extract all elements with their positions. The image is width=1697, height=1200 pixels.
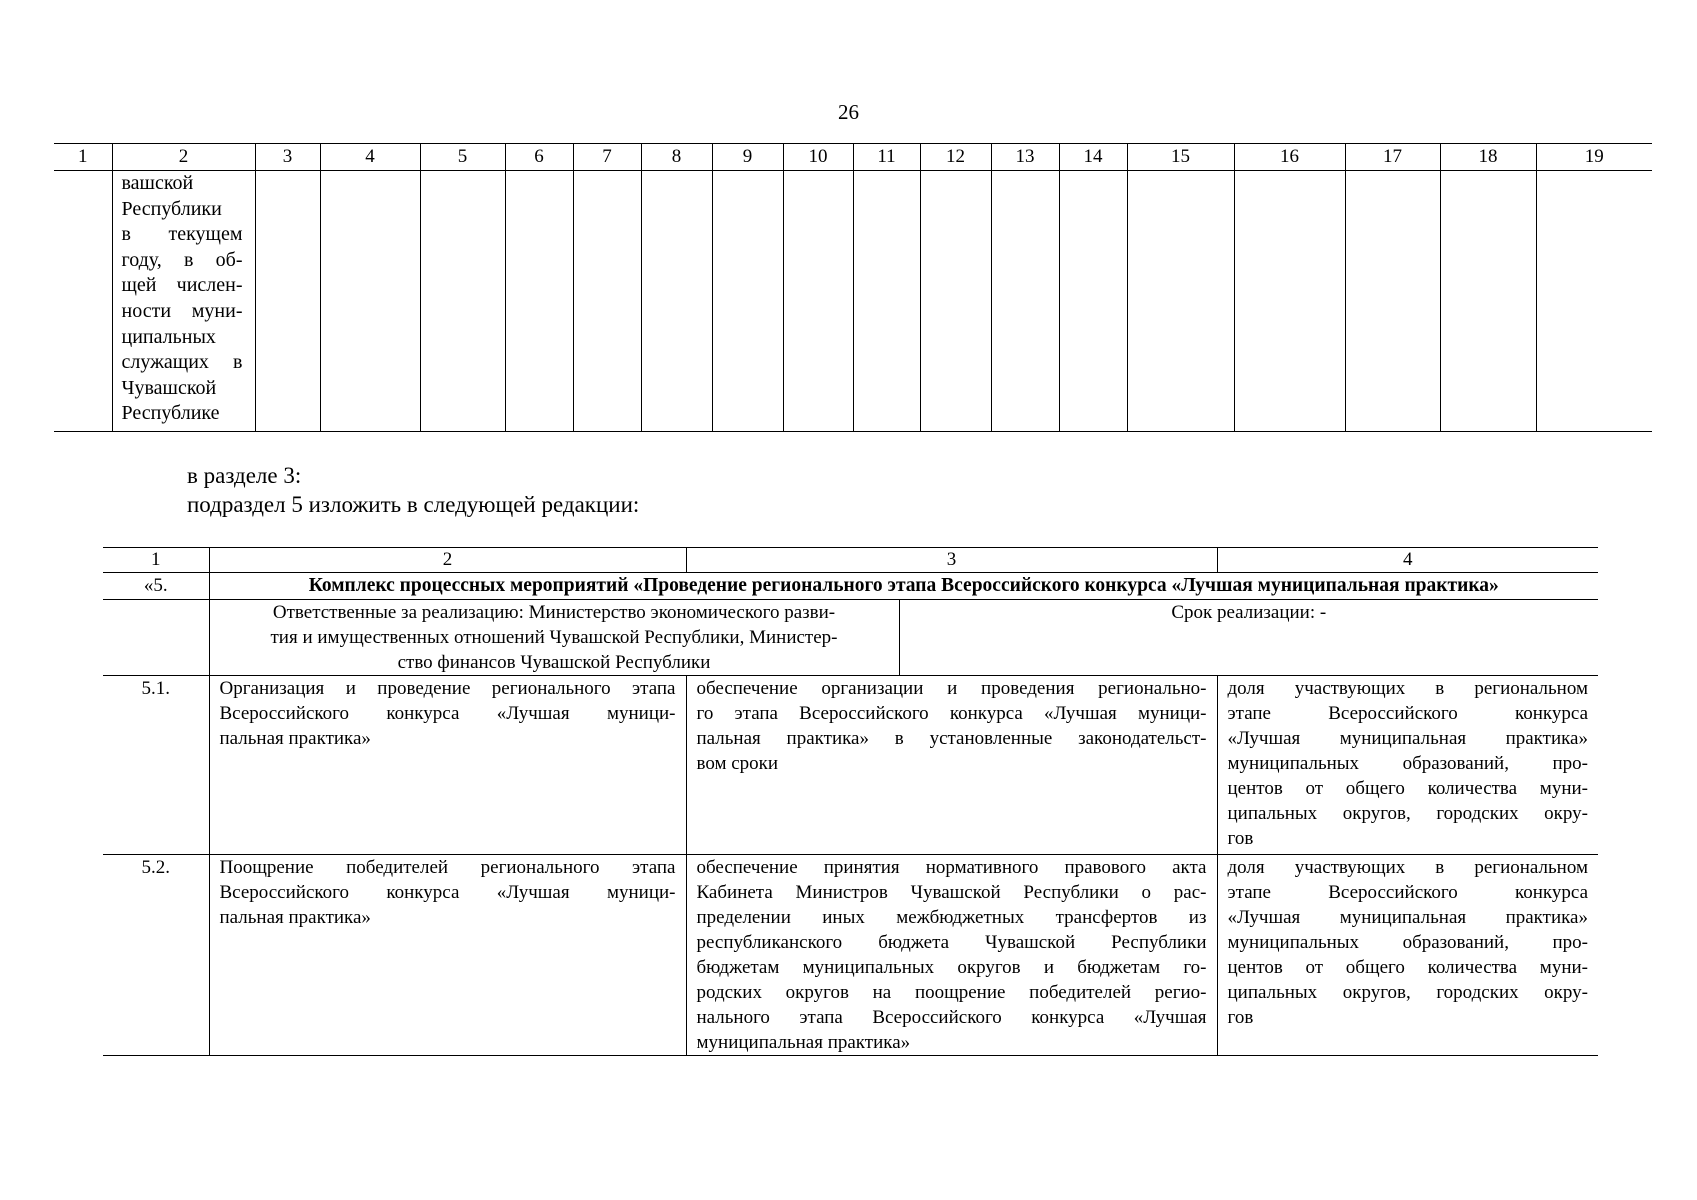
column-number: 9 bbox=[712, 144, 783, 171]
text-line: Ответственные за реализацию: Министерство экономического разви- bbox=[272, 602, 836, 623]
amendment-text bbox=[187, 461, 639, 519]
table-cell bbox=[712, 171, 783, 432]
table-cell-indicator-name bbox=[112, 171, 255, 432]
column-number: 11 bbox=[853, 144, 920, 171]
table-row bbox=[103, 676, 1598, 855]
text-line: пальная практика» в установленные законодательст- bbox=[696, 728, 1207, 749]
table-cell bbox=[1345, 171, 1440, 432]
text-line: ности муни- bbox=[121, 299, 243, 322]
text-line: доля участвующих в региональном bbox=[1227, 678, 1588, 699]
column-number: 3 bbox=[686, 548, 1217, 573]
responsible-split bbox=[210, 600, 1599, 675]
text-line: Республике bbox=[121, 402, 220, 425]
text-line: ство финансов Чувашской Республики bbox=[397, 652, 711, 673]
table-cell bbox=[1059, 171, 1127, 432]
column-number: 7 bbox=[573, 144, 641, 171]
text-line: ципальных округов, городских окру- bbox=[1227, 803, 1588, 824]
table-cell bbox=[420, 171, 505, 432]
table-header-row bbox=[54, 144, 1652, 171]
text-line: вашской bbox=[121, 172, 194, 194]
column-number: 13 bbox=[991, 144, 1059, 171]
text-line: служащих в bbox=[121, 351, 243, 374]
text-line: Кабинета Министров Чувашской Республики о рас- bbox=[696, 882, 1207, 903]
table-cell bbox=[1440, 171, 1536, 432]
text-line: тия и имущественных отношений Чувашской Республики, Министер- bbox=[270, 627, 838, 648]
text-line: ципальных bbox=[121, 325, 216, 348]
table-cell bbox=[641, 171, 712, 432]
text-line: этапе Всероссийского конкурса bbox=[1227, 882, 1588, 903]
text-line: в текущем bbox=[121, 223, 243, 246]
indicator-cell bbox=[1217, 676, 1598, 855]
table-cell bbox=[1234, 171, 1345, 432]
page-number: 26 bbox=[838, 100, 859, 124]
text-line: щей числен- bbox=[121, 274, 243, 297]
task-cell bbox=[209, 676, 686, 855]
table-cell bbox=[54, 171, 112, 432]
table-header-row bbox=[103, 548, 1598, 573]
table-cell bbox=[1536, 171, 1652, 432]
column-number: 1 bbox=[103, 548, 209, 573]
responsible-executors bbox=[210, 600, 900, 675]
column-number: 2 bbox=[112, 144, 255, 171]
complex-title: Комплекс процессных мероприятий «Проведение регионального этапа Всероссийского конкурса «Лучшая муниципальная практика» bbox=[209, 573, 1598, 600]
text-line: родских округов на поощрение победителей регио- bbox=[696, 982, 1207, 1003]
row-number: 5.1. bbox=[103, 676, 209, 855]
task-cell bbox=[209, 855, 686, 1056]
text-line: центов от общего количества муни- bbox=[1227, 957, 1588, 978]
column-number: 12 bbox=[920, 144, 991, 171]
column-number: 14 bbox=[1059, 144, 1127, 171]
text-line: этапе Всероссийского конкурса bbox=[1227, 703, 1588, 724]
text-line: обеспечение принятия нормативного правового акта bbox=[696, 857, 1207, 878]
table-cell bbox=[783, 171, 853, 432]
table-cell bbox=[853, 171, 920, 432]
table-row bbox=[54, 171, 1652, 432]
table-cell bbox=[255, 171, 320, 432]
text-line: республиканского бюджета Чувашской Республики bbox=[696, 932, 1207, 953]
column-number: 18 bbox=[1440, 144, 1536, 171]
table-cell bbox=[505, 171, 573, 432]
text-line: Поощрение победителей регионального этапа bbox=[219, 857, 676, 878]
column-number: 8 bbox=[641, 144, 712, 171]
text-line: «Лучшая муниципальная практика» bbox=[1227, 907, 1588, 928]
text-line: Чувашской bbox=[121, 376, 217, 399]
column-number: 10 bbox=[783, 144, 853, 171]
column-number: 16 bbox=[1234, 144, 1345, 171]
table-cell bbox=[991, 171, 1059, 432]
table-cell bbox=[1127, 171, 1234, 432]
text-line: бюджетам муниципальных округов и бюджетам го- bbox=[696, 957, 1207, 978]
column-number: 5 bbox=[420, 144, 505, 171]
column-number: 4 bbox=[320, 144, 420, 171]
responsible-cell bbox=[209, 600, 1598, 676]
result-cell bbox=[686, 855, 1217, 1056]
text-line: пальная практика» bbox=[219, 728, 371, 749]
process-measures-table bbox=[103, 547, 1598, 1056]
text-line: гов bbox=[1227, 828, 1254, 849]
column-number: 17 bbox=[1345, 144, 1440, 171]
column-number: 4 bbox=[1217, 548, 1598, 573]
text-line: муниципальная практика» bbox=[696, 1032, 911, 1053]
table-cell bbox=[103, 600, 209, 676]
column-number: 19 bbox=[1536, 144, 1652, 171]
text-line: обеспечение организации и проведения регионально- bbox=[696, 678, 1207, 699]
responsible-row bbox=[103, 600, 1598, 676]
result-cell bbox=[686, 676, 1217, 855]
table-cell bbox=[573, 171, 641, 432]
column-number: 1 bbox=[54, 144, 112, 171]
column-number: 2 bbox=[209, 548, 686, 573]
text-line: Всероссийского конкурса «Лучшая муници- bbox=[219, 882, 676, 903]
text-line: Республики bbox=[121, 197, 222, 220]
table-cell bbox=[320, 171, 420, 432]
text-line: году, в об- bbox=[121, 248, 243, 271]
text-line: Всероссийского конкурса «Лучшая муници- bbox=[219, 703, 676, 724]
indicator-cell bbox=[1217, 855, 1598, 1056]
table-cell bbox=[920, 171, 991, 432]
text-line: го этапа Всероссийского конкурса «Лучшая муници- bbox=[696, 703, 1207, 724]
text-line: пределении иных межбюджетных трансфертов из bbox=[696, 907, 1207, 928]
amendment-line-subsection: подраздел 5 изложить в следующей редакции: bbox=[187, 492, 640, 517]
complex-title-row bbox=[103, 573, 1598, 600]
indicator-name-continuation bbox=[122, 171, 243, 427]
indicators-table-continuation bbox=[54, 143, 1652, 432]
table-row bbox=[103, 855, 1598, 1056]
row-number: 5.2. bbox=[103, 855, 209, 1056]
text-line: «Лучшая муниципальная практика» bbox=[1227, 728, 1588, 749]
text-line: ципальных округов, городских окру- bbox=[1227, 982, 1588, 1003]
complex-number: «5. bbox=[103, 573, 209, 600]
column-number: 6 bbox=[505, 144, 573, 171]
text-line: вом сроки bbox=[696, 753, 779, 774]
implementation-deadline: Срок реализации: - bbox=[1171, 602, 1327, 623]
amendment-line-section: в разделе 3: bbox=[187, 463, 302, 488]
column-number: 3 bbox=[255, 144, 320, 171]
text-line: Организация и проведение регионального этапа bbox=[219, 678, 676, 699]
text-line: нального этапа Всероссийского конкурса «Лучшая bbox=[696, 1007, 1207, 1028]
text-line: муниципальных образований, про- bbox=[1227, 753, 1588, 774]
text-line: центов от общего количества муни- bbox=[1227, 778, 1588, 799]
text-line: муниципальных образований, про- bbox=[1227, 932, 1588, 953]
column-number: 15 bbox=[1127, 144, 1234, 171]
text-line: пальная практика» bbox=[219, 907, 371, 928]
text-line: доля участвующих в региональном bbox=[1227, 857, 1588, 878]
text-line: гов bbox=[1227, 1007, 1254, 1028]
